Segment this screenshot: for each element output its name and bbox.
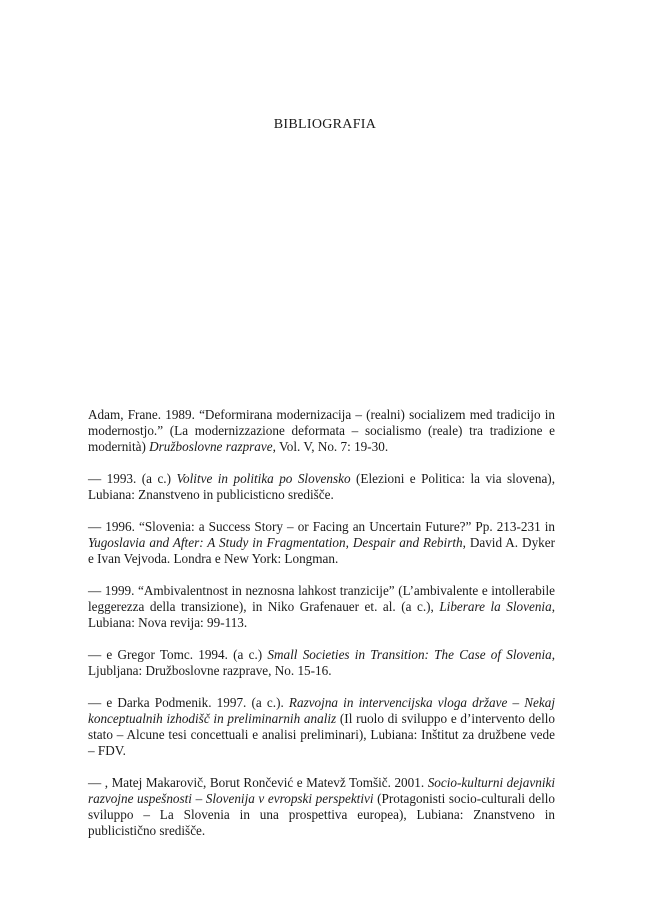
bibliography-list [88, 407, 555, 839]
entry-title: Socio-kulturni dejavniki razvojne uspešnosti – Slovenija v evropski perspektivi [88, 775, 556, 806]
entry-text: , Ljubljana: Družboslovne razprave, No. 15-16. [88, 647, 556, 678]
entry-text: (Protagonisti socio-culturali dello sviluppo – La Slovenia in una prospettiva europea), Lubiana: Znanstveno in publicistično središče. [88, 791, 555, 838]
entry-title: Volitve in politika po Slovensko [176, 471, 351, 486]
entry-text: — 1993. (a c.) [88, 471, 177, 486]
entry-title: Družboslovne razprave [149, 439, 273, 454]
entry-title: Small Societies in Transition: The Case of Slovenia [267, 647, 552, 662]
entry-text: — , Matej Makarovič, Borut Rončević e Matevž Tomšič. 2001. [88, 775, 428, 790]
entry-title: Razvojna in intervencijska vloga države – Nekaj konceptualnih izhodišč in preliminarnih analiz [88, 695, 555, 726]
entry-text: , Vol. V, No. 7: 19-30. [272, 439, 389, 454]
entry-text: , Lubiana: Nova revija: 99-113. [88, 599, 555, 630]
entry-text: Adam, Frane. 1989. “Deformirana modernizacija – (realni) socializem med tradicijo in modernostjo.” (La modernizzazione deformata – socialismo (reale) tra tradizione e modernità) [88, 407, 555, 454]
entry-text: , David A. Dyker e Ivan Vejvoda. Londra e New York: Longman. [88, 535, 555, 566]
bibliography-entry [88, 647, 555, 679]
bibliography-entry [88, 407, 555, 455]
entry-text: — e Gregor Tomc. 1994. (a c.) [88, 647, 268, 662]
bibliography-entry [88, 775, 555, 839]
bibliography-entry [88, 695, 555, 759]
entry-title: Liberare la Slovenia [439, 599, 552, 614]
page-title: BIBLIOGRAFIA [273, 117, 377, 132]
bibliography-entry [88, 519, 555, 567]
entry-text: — e Darka Podmenik. 1997. (a c.). [88, 695, 289, 710]
entry-title: Yugoslavia and After: A Study in Fragmentation, Despair and Rebirth [88, 535, 463, 550]
entry-text: — 1999. “Ambivalentnost in neznosna lahkost tranzicije” (L’ambivalente e intollerabile leggerezza della transizione), in Niko Grafenauer et. al. (a c.), [88, 583, 555, 614]
entry-text: (Elezioni e Politica: la via slovena), Lubiana: Znanstveno in publicisticno središče. [88, 471, 555, 502]
entry-text: — 1996. “Slovenia: a Success Story – or Facing an Uncertain Future?” Pp. 213-231 in [88, 519, 555, 534]
bibliography-entry [88, 583, 555, 631]
bibliography-entry [88, 471, 555, 503]
entry-text: (Il ruolo di sviluppo e d’intervento dello stato – Alcune tesi concettuali e analisi preliminari), Lubiana: Inštitut za družbene vede – FDV. [88, 711, 555, 758]
